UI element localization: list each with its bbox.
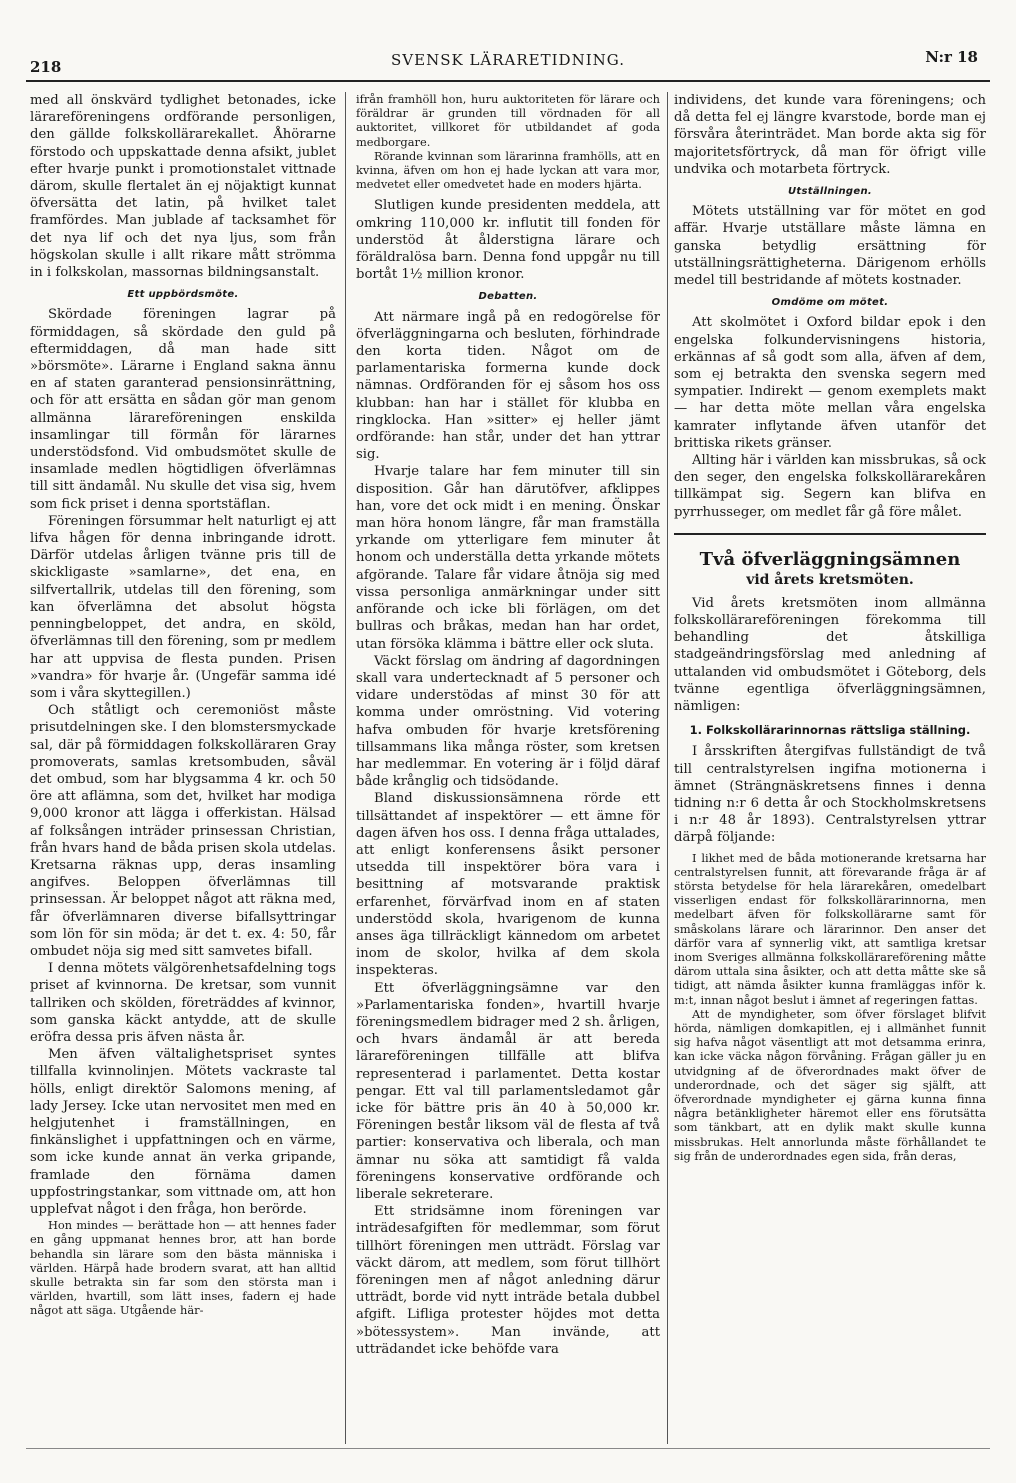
paragraph: Väckt förslag om ändring af dagordningen skall vara undertecknadt af 5 personer och vidare understödas af minst 30 för att komma under omröstning. Vid votering hafva ombuden för hvarje kretsförening tillsammans lika många röster, som kretsen har medlemmar. En votering är i följd däraf både krånglig och tidsödande. bbox=[356, 653, 660, 790]
issue-number: N:r 18 bbox=[925, 48, 978, 66]
paragraph: Föreningen försummar helt naturligt ej att lifva hågen för denna inbringande idrott. Därför utdelas årligen tvänne pris till de skickligaste »samlarne», det ena, en silfvertallrik, utdelas till den förening, som kan öfverlämna det absolut högsta penningbeloppet, det andra, en sköld, öfverlämnas till den förening, som pr medlem har att uppvisa de flesta punden. Prisen »vandra» för hvarje år. (Ungefär samma idé som i våra skyttegillen.) bbox=[30, 513, 336, 701]
paragraph-small: ifrån framhöll hon, huru auktoriteten för lärare och föräldrar är grunden till vördnaden för all auktoritet, villkoret för utbildandet af goda medborgare. bbox=[356, 92, 660, 149]
paragraph: I denna mötets välgörenhetsafdelning togs priset af kvinnorna. De kretsar, som vunnit tallriken och skölden, företräddes af kvinnor, som ganska käckt antydde, att de skulle eröfra dessa pris äfven nästa år. bbox=[30, 961, 336, 1045]
paragraph: Slutligen kunde presidenten meddela, att omkring 110,000 kr. influtit till fonden för understöd åt ålderstigna lärare och föräldralösa barn. Denna fond uppgår nu till bortåt 1½ million kronor. bbox=[356, 198, 660, 283]
paragraph: Men äfven vältalighetspriset syntes tillfalla kvinnolinjen. Mötets vackraste tal hölls, enligt direktör Salomons mening, af lady Jersey. Icke utan nervositet men med en helgjutenhet i framställningen, en finkänslighet i uppfattningen och en värme, som icke kunde annat än verka gripande, framlade den förnäma damen uppfostringstankar, som vittnade om, att hon upplefvat något i den fråga, hon berörde. bbox=[30, 1047, 336, 1217]
column-divider bbox=[667, 92, 668, 1444]
paragraph-small: I likhet med de båda motionerande kretsarna har centralstyrelsen funnit, att förevarande fråga är af största betydelse för hela lärarekåren, omedelbart visserligen endast för folkskollärarinnorna, men medelbart äfven för folkskollärarne samt för småskolans lärare och lärarinnor. Den anser det därför vara af synnerlig vikt, att samtliga kretsar inom Sveriges allmänna folkskollärareförening måtte därom uttala sina åsikter, och att detta måtte ske så tidigt, att nämda åsikter kunna framläggas inför k. m:t, innan något beslut i ämnet af regeringen fattas. bbox=[674, 850, 986, 1007]
numbered-heading: 1. Folkskollärarinnornas rättsliga ställning. bbox=[689, 723, 971, 738]
paragraph: Hvarje talare har fem minuter till sin disposition. Går han därutöfver, afklippes han, vore det ock midt i en mening. Önskar man höra honom längre, får man framställa yrkande om ytterligare fem minuter åt honom och underställa detta yrkande mötets afgörande. Talare får vidare åtnöja sig med vissa personliga anmärkningar under sitt anförande och icke bli förlägen, om det bullras och bråkas, medan han har ordet, utan försöka klämma i bättre eller ock sluta. bbox=[356, 464, 660, 652]
paragraph: Ett stridsämne inom föreningen var inträdesafgiften för medlemmar, som förut tillhört föreningen men utträdt. Förslag var väckt därom, att medlem, som förut tillhört föreningen men af något anledning därur utträdt, borde vid nytt inträde betala dubbel afgift. Lifliga protester höjdes mot detta »bötessystem». Man invände, att utträdandet icke behöfde vara bbox=[356, 1204, 660, 1357]
paragraph: Och ståtligt och ceremoniöst måste prisutdelningen ske. I den blomstersmyckade sal, där på förmiddagen folkskolläraren Gray promoverats, samlas kretsombuden, såväl det ombud, som har blygsamma 4 kr. och 50 öre att aflämna, som det, hvilket har modiga 9,000 kronor att lägga i offerkistan. Hälsad af folksången inträder prinsessan Christian, från hvars hand de båda prisen skola utdelas. Kretsarna räknas upp, deras insamling angifves. Beloppen öfverlämnas till prinsessan. Är beloppet något att räkna med, får öfverlämnaren diverse bifallsyttringar som lön för sin möda; är det t. ex. 4: 50, får ombudet nöja sig med sitt samvetes bifall. bbox=[30, 703, 336, 959]
article-separator bbox=[674, 533, 986, 535]
paragraph: Ett öfverläggningsämne var den »Parlamentariska fonden», hvartill hvarje föreningsmedlem bidrager med 2 sh. årligen, och hvars ändamål är att bereda lärareföreningen tillfälle att blifva representerad i parlamentet. Detta kostar pengar. Ett val till parlamentsledamot går icke för bättre pris än 40 à 50,000 kr. Föreningen består liksom väl de flesta af två partier: konservativa och liberala, och man ämnar nu söka att samtidigt få valda föreningens konservative ordförande och liberale sekreterare. bbox=[356, 980, 660, 1202]
paragraph: med all önskvärd tydlighet betonades, icke lärareföreningens ordförande personligen, den gällde folkskollärarekallet. Åhörarne förstodo och uppskattade denna afsikt, jublet efter hvarje punkt i promotionstalet vittnade därom, skulle flertalet än ej nöjaktigt kunnat öfversätta det latin, på hvilket talet framfördes. Man jublade af tacksamhet för det nya lif och det nya ljus, som från högskolan skulle i allt rikare mått strömma in i folkskolan, massornas bildningsanstalt. bbox=[30, 93, 336, 281]
column-2 bbox=[356, 92, 660, 1444]
footer-rule bbox=[26, 1448, 990, 1449]
paragraph-small: Rörande kvinnan som lärarinna framhölls, att en kvinna, äfven om hon ej hade lyckan att vara mor, medvetet eller omedvetet hade en moders hjärta. bbox=[356, 148, 660, 192]
paragraph: Vid årets kretsmöten inom allmänna folkskollärareföreningen förekomma till behandling det åtskilliga stadgeändringsförslag med anledning af uttalanden vid ombudsmötet i Göteborg, dels tvänne egentliga öfverläggningsämnen, nämligen: bbox=[674, 595, 986, 715]
page-number: 218 bbox=[30, 58, 62, 76]
paragraph-small: Att de myndigheter, som öfver förslaget blifvit hörda, nämligen domkapitlen, ej i allmänhet funnit sig hafva något väsentligt att mot detsamma erinra, kan icke väcka någon förvåning. Frågan gäller ju en utvidgning af de öfverordnades makt öfver de underordnade, och det säger sig själft, att öfverordnade myndigheter ej gärna kunna finna några betänkligheter häremot eller ens förutsätta som tänkbart, att en dylik makt skulle kunna missbrukas. Helt annorlunda måste förhållandet te sig från de underordnades egen sida, från deras, bbox=[674, 1006, 986, 1163]
article-subtitle: vid årets kretsmöten. bbox=[746, 571, 914, 588]
journal-title: SVENSK LÄRARETIDNING. bbox=[391, 51, 625, 69]
paragraph: Att skolmötet i Oxford bildar epok i den engelska folkundervisningens historia, erkännas af så godt som alla, äfven af dem, som ej betrakta den svenska segern med sympatier. Indirekt — genom exemplets makt — har detta möte mellan våra engelska kamrater inflytande äfven utanför det brittiska rikets gränser. bbox=[674, 315, 986, 451]
paragraph: Mötets utställning var för mötet en god affär. Hvarje utställare måste lämna en ganska betydlig ersättning för utställningsrättigheterna. Därigenom erhölls medel till bestridande af mötets kostnader. bbox=[674, 204, 986, 289]
paragraph: Skördade föreningen lagrar på förmiddagen, så skördade den guld på eftermiddagen, då man hade sitt »börsmöte». Lärarne i England sakna ännu en af staten garanterad pensionsinrättning, och för att ersätta en sådan gör man genom allmänna lärareföreningen enskilda insamlingar till förmån för lärarnes understödsfond. Vid ombudsmötet skulle de insamlade medlen högtidligen öfverlämnas till sitt ändamål. Nu skulle det visa sig, hvem som fick priset i denna sportstäflan. bbox=[30, 307, 336, 512]
column-divider bbox=[345, 92, 346, 1444]
section-subheading: Omdöme om mötet. bbox=[771, 297, 889, 309]
paragraph: Allting här i världen kan missbrukas, så ock den seger, den engelska folkskollärarekåren tillkämpat sig. Segern kan blifva en pyrrhusseger, om medlet får gå före målet. bbox=[674, 453, 986, 520]
column-1 bbox=[30, 92, 336, 1444]
article-title: Två öfverläggningsämnen bbox=[699, 548, 961, 570]
paragraph: I årsskriften återgifvas fullständigt de två till centralstyrelsen ingifna motionerna i ämnet (Strängnäskretsens finnes i denna tidning n:r 6 detta år och Stockholmskretsens i n:r 48 år 1893). Centralstyrelsen yttrar därpå följande: bbox=[674, 744, 986, 846]
header-rule bbox=[26, 80, 990, 82]
paragraph: individens, det kunde vara föreningens; och då detta fel ej längre kvarstode, borde man ej försvåra återinträdet. Man borde akta sig för majoritetsförtryck, då man för öfrigt ville undvika och motarbeta förtryck. bbox=[674, 93, 986, 177]
paragraph: Att närmare ingå på en redogörelse för öfverläggningarna och besluten, förhindrade den korta tiden. Något om de parlamentariska formerna kunde dock nämnas. Ordföranden för ej såsom hos oss klubban: han har i stället för klubba en ringklocka. Han »sitter» ej heller jämt ordförande: han står, under det han yttrar sig. bbox=[356, 309, 660, 463]
page-header bbox=[28, 48, 988, 76]
paragraph-small: Hon mindes — berättade hon — att hennes fader en gång uppmanat hennes bror, att han borde behandla sin lärare som den bästa människa i världen. Härpå hade brodern svarat, att han alltid skulle betrakta sin far som den största man i världen, hvartill, som lätt inses, fadern ej hade något att säga. Utgående här- bbox=[30, 1218, 336, 1318]
section-subheading: Ett uppbördsmöte. bbox=[127, 289, 239, 301]
paragraph: Bland diskussionsämnena rörde ett tillsättandet af inspektörer — ett ämne för dagen äfven hos oss. I denna fråga uttalades, att enligt konferensens åsikt personer utsedda till inspektörer böra vara i besittning af motsvarande praktisk erfarenhet, förvärfvad inom en af staten understödd skola, hvarigenom de kunna anses äga tillräckligt kännedom om arbetet inom de skolor, hvilka af dem skola inspekteras. bbox=[356, 791, 660, 979]
column-3 bbox=[674, 92, 986, 1444]
section-subheading: Utställningen. bbox=[788, 186, 872, 198]
section-subheading: Debatten. bbox=[478, 291, 538, 303]
